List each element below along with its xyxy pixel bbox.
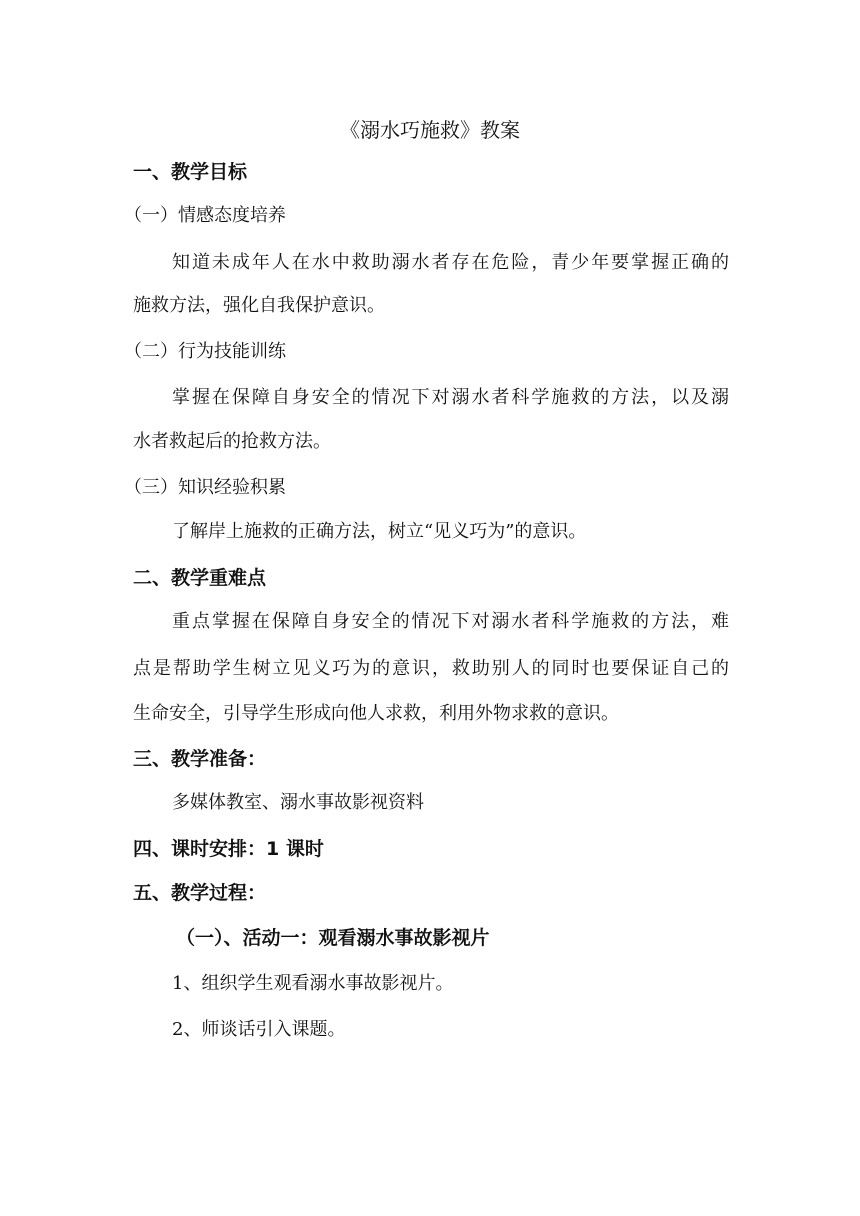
paragraph-line: 了解岸上施救的正确方法，树立“见义巧为”的意识。 <box>172 521 587 542</box>
activity-heading: （一）、活动一：观看溺水事故影视片 <box>176 927 490 949</box>
paragraph-line: 生命安全，引导学生形成向他人求救，利用外物求救的意识。 <box>133 703 619 724</box>
section-heading-key-points: 二、教学重难点 <box>133 567 267 589</box>
paragraph-line: 多媒体教室、溺水事故影视资料 <box>172 792 424 813</box>
paragraph-line: 水者救起后的抢救方法。 <box>133 431 331 452</box>
section-heading-preparation: 三、教学准备： <box>133 748 267 770</box>
section-heading-process: 五、教学过程： <box>133 882 267 904</box>
list-item: 1、组织学生观看溺水事故影视片。 <box>172 973 454 994</box>
paragraph-line: 掌握在保障自身安全的情况下对溺水者科学施救的方法，以及溺 <box>172 387 729 408</box>
paragraph-line: 知道未成年人在水中救助溺水者存在危险，青少年要掌握正确的 <box>172 252 729 273</box>
paragraph-line: 施救方法，强化自我保护意识。 <box>133 295 385 316</box>
document-title: 《溺水巧施救》教案 <box>340 118 520 142</box>
subheading-attitude: （一）情感态度培养 <box>124 205 286 226</box>
list-item: 2、师谈话引入课题。 <box>172 1019 346 1040</box>
paragraph-line: 重点掌握在保障自身安全的情况下对溺水者科学施救的方法，难 <box>172 611 729 632</box>
subheading-knowledge: （三）知识经验积累 <box>124 477 286 498</box>
section-heading-schedule: 四、课时安排：1 课时 <box>133 838 324 860</box>
paragraph-line: 点是帮助学生树立见义巧为的意识，救助别人的同时也要保证自己的 <box>133 658 729 679</box>
section-heading-objectives: 一、教学目标 <box>133 161 248 183</box>
subheading-skills: （二）行为技能训练 <box>124 341 286 362</box>
